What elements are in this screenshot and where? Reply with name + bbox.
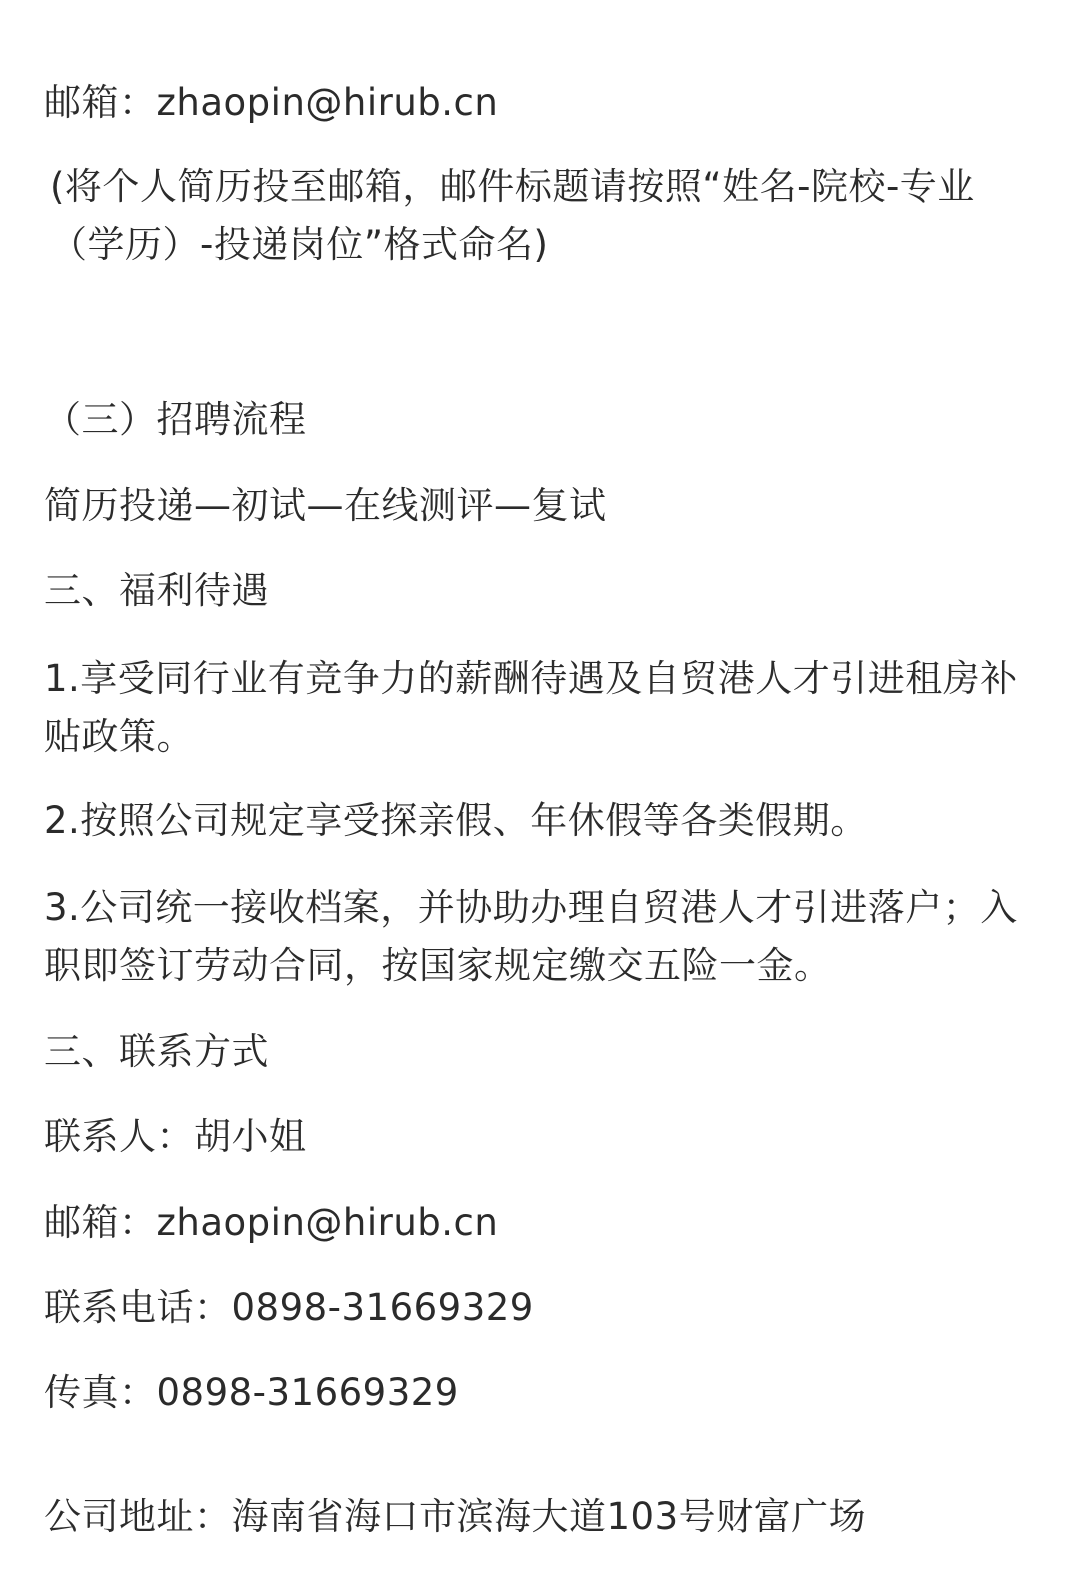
contact-heading: 三、联系方式: [44, 1030, 269, 1073]
contact-address: 公司地址：海南省海口市滨海大道103号财富广场: [44, 1495, 867, 1538]
contact-phone: 联系电话：0898-31669329: [44, 1286, 534, 1329]
contact-email: 邮箱：zhaopin@hirub.cn: [44, 1201, 499, 1244]
apply-email-line: 邮箱：zhaopin@hirub.cn: [44, 81, 499, 124]
benefit-item-3: 3.公司统一接收档案，并协助办理自贸港人才引进落户；入职即签订劳动合同，按国家规定缴交五险一金。: [44, 886, 1018, 987]
benefit-item-2: 2.按照公司规定享受探亲假、年休假等各类假期。: [44, 799, 868, 842]
process-heading: （三）招聘流程: [44, 398, 307, 441]
apply-note: (将个人简历投至邮箱，邮件标题请按照“姓名-院校-专业（学历）-投递岗位”格式命名): [50, 165, 975, 266]
contact-fax: 传真：0898-31669329: [44, 1371, 459, 1414]
contact-person: 联系人：胡小姐: [44, 1115, 307, 1158]
process-steps: 简历投递—初试—在线测评—复试: [44, 484, 607, 527]
benefits-heading: 三、福利待遇: [44, 569, 269, 612]
benefit-item-1: 1.享受同行业有竞争力的薪酬待遇及自贸港人才引进租房补贴政策。: [44, 657, 1018, 758]
